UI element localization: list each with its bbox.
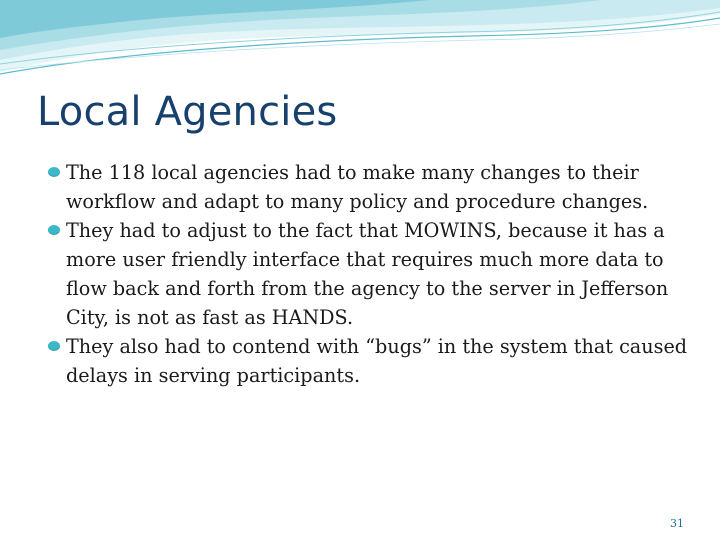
bullet-item: They had to adjust to the fact that MOWINS, because it has a more user friendly interface that requires much more data to flow back and forth from the agency to the server in Jefferson City, is not as fast as HANDS. [48,216,698,332]
slide-title: Local Agencies [37,89,338,135]
slide-number: 31 [670,517,684,530]
bullet-item: They also had to contend with “bugs” in the system that caused delays in serving participants. [48,332,698,390]
bullet-item: The 118 local agencies had to make many changes to their workflow and adapt to many policy and procedure changes. [48,158,698,216]
header-wave-decoration [0,0,720,80]
bullet-list [48,158,698,390]
